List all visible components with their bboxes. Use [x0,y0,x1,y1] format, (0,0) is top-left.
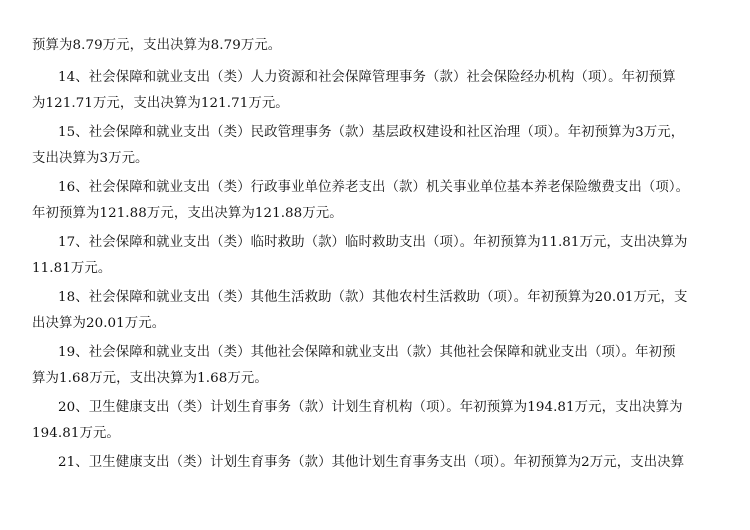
text-line-item-21: 21、卫生健康支出（类）计划生育事务（款）其他计划生育事务支出（项）。年初预算为2万元，支出决算 [58,455,685,470]
text-line-item-18: 18、社会保障和就业支出（类）其他生活救助（款）其他农村生活救助（项）。年初预算为20.01万元，支 [58,290,688,305]
text-line-item-18-cont: 出决算为20.01万元。 [32,316,166,331]
text-line-item-20: 20、卫生健康支出（类）计划生育事务（款）计划生育机构（项）。年初预算为194.81万元，支出决算为 [58,400,683,415]
text-line-item-19-cont: 算为1.68万元，支出决算为1.68万元。 [32,371,268,386]
text-line-item-15: 15、社会保障和就业支出（类）民政管理事务（款）基层政权建设和社区治理（项）。年初预算为3万元， [58,125,685,140]
text-line-item-14-cont: 为121.71万元，支出决算为121.71万元。 [32,96,289,111]
text-line-item-17-cont: 11.81万元。 [32,261,112,276]
text-line-item-19: 19、社会保障和就业支出（类）其他社会保障和就业支出（款）其他社会保障和就业支出（项）。年初预 [58,345,676,360]
text-line-item-16: 16、社会保障和就业支出（类）行政事业单位养老支出（款）机关事业单位基本养老保险缴费支出（项）。 [58,180,690,195]
text-line-item-17: 17、社会保障和就业支出（类）临时救助（款）临时救助支出（项）。年初预算为11.81万元，支出决算为 [58,235,688,250]
text-line-item-14: 14、社会保障和就业支出（类）人力资源和社会保障管理事务（款）社会保险经办机构（项）。年初预算 [58,70,676,85]
text-line-item-20-cont: 194.81万元。 [32,426,120,441]
text-line-item-15-cont: 支出决算为3万元。 [32,151,149,166]
text-line-continuation-13: 预算为8.79万元，支出决算为8.79万元。 [32,38,282,53]
text-line-item-16-cont: 年初预算为121.88万元，支出决算为121.88万元。 [32,206,343,221]
